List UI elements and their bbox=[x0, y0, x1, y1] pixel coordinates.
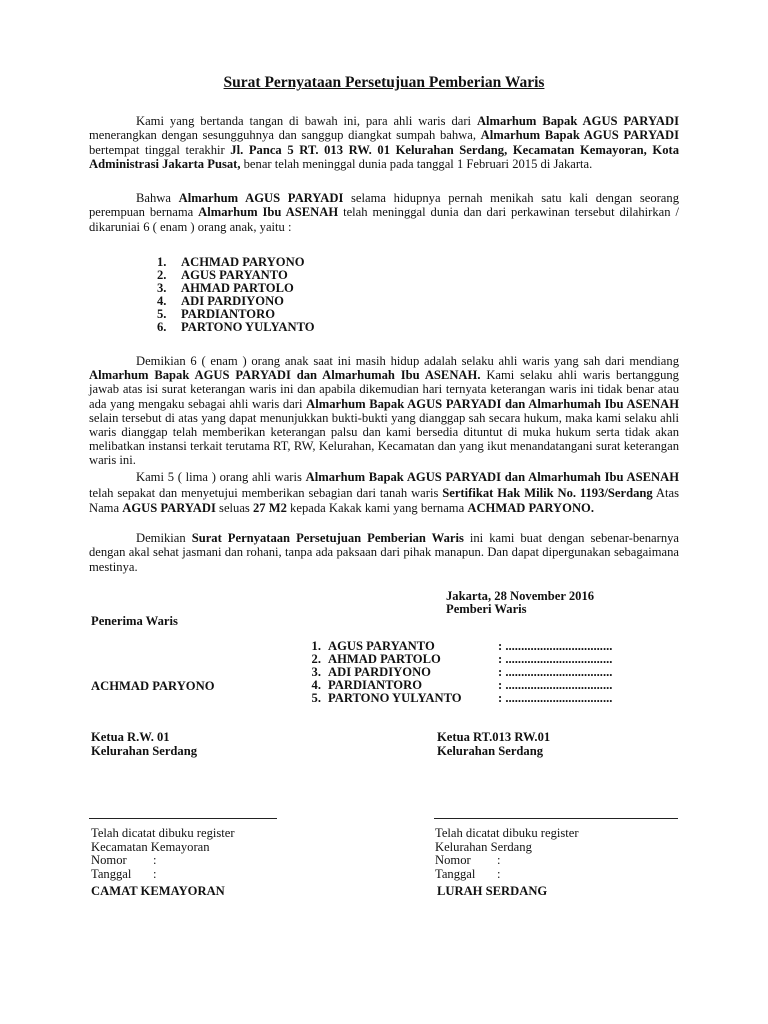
list-number: 1. bbox=[311, 639, 321, 653]
ketua-rt-kelurahan: Kelurahan Serdang bbox=[437, 744, 544, 758]
signer-name: AHMAD PARTOLO bbox=[328, 652, 441, 667]
text-bold: Almarhum Bapak AGUS PARYADI dan Almarhumah Ibu ASENAH bbox=[306, 396, 679, 411]
recipient-name: ACHMAD PARYONO bbox=[91, 679, 215, 693]
text-bold: 27 M2 bbox=[252, 501, 287, 516]
colon: : bbox=[497, 866, 501, 881]
text-bold: Almarhum AGUS PARYADI bbox=[178, 191, 344, 205]
signers-list bbox=[300, 640, 612, 705]
child-name: ACHMAD PARYONO bbox=[181, 255, 305, 269]
signature-line-right bbox=[434, 818, 678, 819]
register-tanggal bbox=[435, 868, 579, 882]
child-name: AGUS PARYANTO bbox=[181, 268, 288, 283]
list-number: 4. bbox=[311, 678, 321, 693]
signer-name: PARDIANTORO bbox=[328, 678, 422, 693]
child-name: PARTONO YULYANTO bbox=[181, 320, 315, 335]
text: seluas bbox=[215, 501, 253, 516]
child-name: AHMAD PARTOLO bbox=[181, 281, 294, 296]
text: kepada Kakak kami yang bernama bbox=[286, 501, 468, 516]
signature-dots: : .................................. bbox=[498, 652, 613, 667]
register-nomor bbox=[435, 854, 579, 868]
text: Kami selaku ahli waris bertanggung jawab atas isi surat keterangan waris ini dan apabila dikemudian hari ternyata keterangan waris ini tidak benar atau ada yang mengaku sebagai ahli waris dari bbox=[89, 368, 679, 411]
pemberi-waris-label: Pemberi Waris bbox=[446, 602, 527, 616]
list-number: 5. bbox=[311, 691, 321, 706]
nomor-label: Nomor bbox=[91, 853, 127, 868]
text-bold: Surat Pernyataan Persetujuan Pemberian Waris bbox=[191, 531, 464, 545]
register-tanggal bbox=[91, 868, 235, 882]
text: bertempat tinggal terakhir bbox=[89, 142, 231, 157]
signature-dots: : .................................. bbox=[498, 691, 613, 706]
text: Demikian 6 ( enam ) orang anak saat ini masih hidup adalah selaku ahli waris yang sah dari mendiang bbox=[136, 354, 679, 368]
register-nomor bbox=[91, 854, 235, 868]
list-item bbox=[157, 321, 315, 334]
colon: : bbox=[153, 866, 157, 881]
text-bold: Almarhum Bapak AGUS PARYADI dan Almarhumah Ibu ASENAH bbox=[305, 470, 679, 484]
paragraph-marriage bbox=[89, 191, 679, 234]
signature-line-left bbox=[89, 818, 277, 819]
text-bold: Almarhum Bapak AGUS PARYADI bbox=[480, 128, 679, 143]
text-bold: Almarhum Bapak AGUS PARYADI dan Almarhumah Ibu ASENAH. bbox=[89, 368, 481, 383]
list-number: 2. bbox=[157, 268, 167, 283]
paragraph-closing bbox=[89, 531, 679, 574]
text-bold: Sertifikat Hak Milik No. 1193/Serdang bbox=[442, 485, 653, 500]
list-number: 4. bbox=[157, 294, 167, 309]
signature-dots: : .................................. bbox=[498, 639, 613, 653]
signer-name: AGUS PARYANTO bbox=[328, 639, 435, 653]
register-right bbox=[435, 827, 579, 881]
paragraph-responsibility bbox=[89, 354, 679, 468]
tanggal-label: Tanggal bbox=[91, 866, 132, 881]
tanggal-label: Tanggal bbox=[435, 866, 476, 881]
ketua-rt-title: Ketua RT.013 RW.01 bbox=[437, 730, 551, 744]
list-number: 3. bbox=[157, 281, 167, 296]
list-number: 5. bbox=[157, 307, 167, 322]
register-text: Telah dicatat dibuku register bbox=[435, 826, 579, 840]
penerima-waris-label: Penerima Waris bbox=[91, 614, 178, 628]
register-left bbox=[91, 827, 235, 881]
text: ini kami buat dengan sebenar-benarnya dengan akal sehat jasmani dan rohani, tanpa ada paksaan dari pihak manapun. Dan dapat dipergunakan sebagaimana mestinya. bbox=[89, 531, 680, 574]
children-list bbox=[157, 256, 315, 335]
signature-dots: : .................................. bbox=[498, 665, 613, 680]
text: Kami 5 ( lima ) orang ahli waris bbox=[136, 470, 306, 484]
text: Bahwa bbox=[136, 191, 179, 205]
ketua-rw-kelurahan: Kelurahan Serdang bbox=[91, 744, 198, 758]
list-number: 3. bbox=[311, 665, 321, 680]
text-bold: Jl. Panca 5 RT. 013 RW. 01 Kelurahan Serdang, Kecamatan Kemayoran, Kota Administrasi Jakarta Pusat, bbox=[89, 142, 679, 172]
colon: : bbox=[497, 853, 501, 868]
child-name: PARDIANTORO bbox=[181, 307, 275, 322]
text-bold: AGUS PARYADI bbox=[122, 501, 216, 516]
text-bold: ACHMAD PARYONO. bbox=[467, 501, 594, 516]
text: Kami yang bertanda tangan di bawah ini, para ahli waris dari bbox=[136, 114, 477, 128]
ketua-rw-title: Ketua R.W. 01 bbox=[91, 730, 170, 744]
child-name: ADI PARDIYONO bbox=[181, 294, 284, 309]
text-bold: Almarhum Ibu ASENAH bbox=[198, 205, 339, 220]
register-text: Telah dicatat dibuku register bbox=[91, 826, 235, 840]
date-line: Jakarta, 28 November 2016 bbox=[446, 589, 595, 603]
camat-official: CAMAT KEMAYORAN bbox=[91, 884, 225, 898]
text: telah sepakat dan menyetujui memberikan sebagian dari tanah waris bbox=[89, 485, 443, 500]
list-number: 1. bbox=[157, 255, 167, 269]
paragraph-opening bbox=[89, 114, 679, 172]
register-text: Kecamatan Kemayoran bbox=[91, 839, 210, 854]
lurah-official: LURAH SERDANG bbox=[437, 884, 548, 898]
text: selain tersebut di atas yang dapat menunjukkan bukti-bukti yang dianggap sah secara hukum, maka kami selaku ahli waris dianggap telah memberikan keterangan palsu dan kami bersedia dituntut di muka hukum serta tidak akan melibatkan instansi terkait terutama RT, RW, Kelurahan, Kecamatan dan yang ikut menandatangani surat keterangan waris ini. bbox=[89, 410, 679, 468]
list-number: 6. bbox=[157, 320, 167, 335]
signer-name: PARTONO YULYANTO bbox=[328, 691, 462, 706]
text: Atas Nama bbox=[89, 485, 679, 516]
list-number: 2. bbox=[311, 652, 321, 667]
colon: : bbox=[153, 853, 157, 868]
text: benar telah meninggal dunia pada tanggal 1 Februari 2015 di Jakarta. bbox=[240, 157, 593, 172]
text-bold: Almarhum Bapak AGUS PARYADI bbox=[476, 114, 679, 128]
paragraph-agreement bbox=[89, 470, 679, 517]
signer-row bbox=[300, 692, 612, 705]
nomor-label: Nomor bbox=[435, 853, 471, 868]
signature-dots: : .................................. bbox=[498, 678, 613, 693]
text: telah meninggal dunia dan dari perkawinan tersebut dilahirkan / dikaruniai 6 ( enam ) orang anak, yaitu : bbox=[89, 205, 679, 234]
text: selama hidupnya pernah menikah satu kali dengan seorang perempuan bernama bbox=[89, 191, 679, 220]
text: Demikian bbox=[136, 531, 192, 545]
document-title: Surat Pernyataan Persetujuan Pemberian Waris bbox=[223, 74, 545, 91]
text: menerangkan dengan sesungguhnya dan sanggup diangkat sumpah bahwa, bbox=[89, 128, 481, 143]
signer-name: ADI PARDIYONO bbox=[328, 665, 431, 680]
register-text: Kelurahan Serdang bbox=[435, 839, 532, 854]
